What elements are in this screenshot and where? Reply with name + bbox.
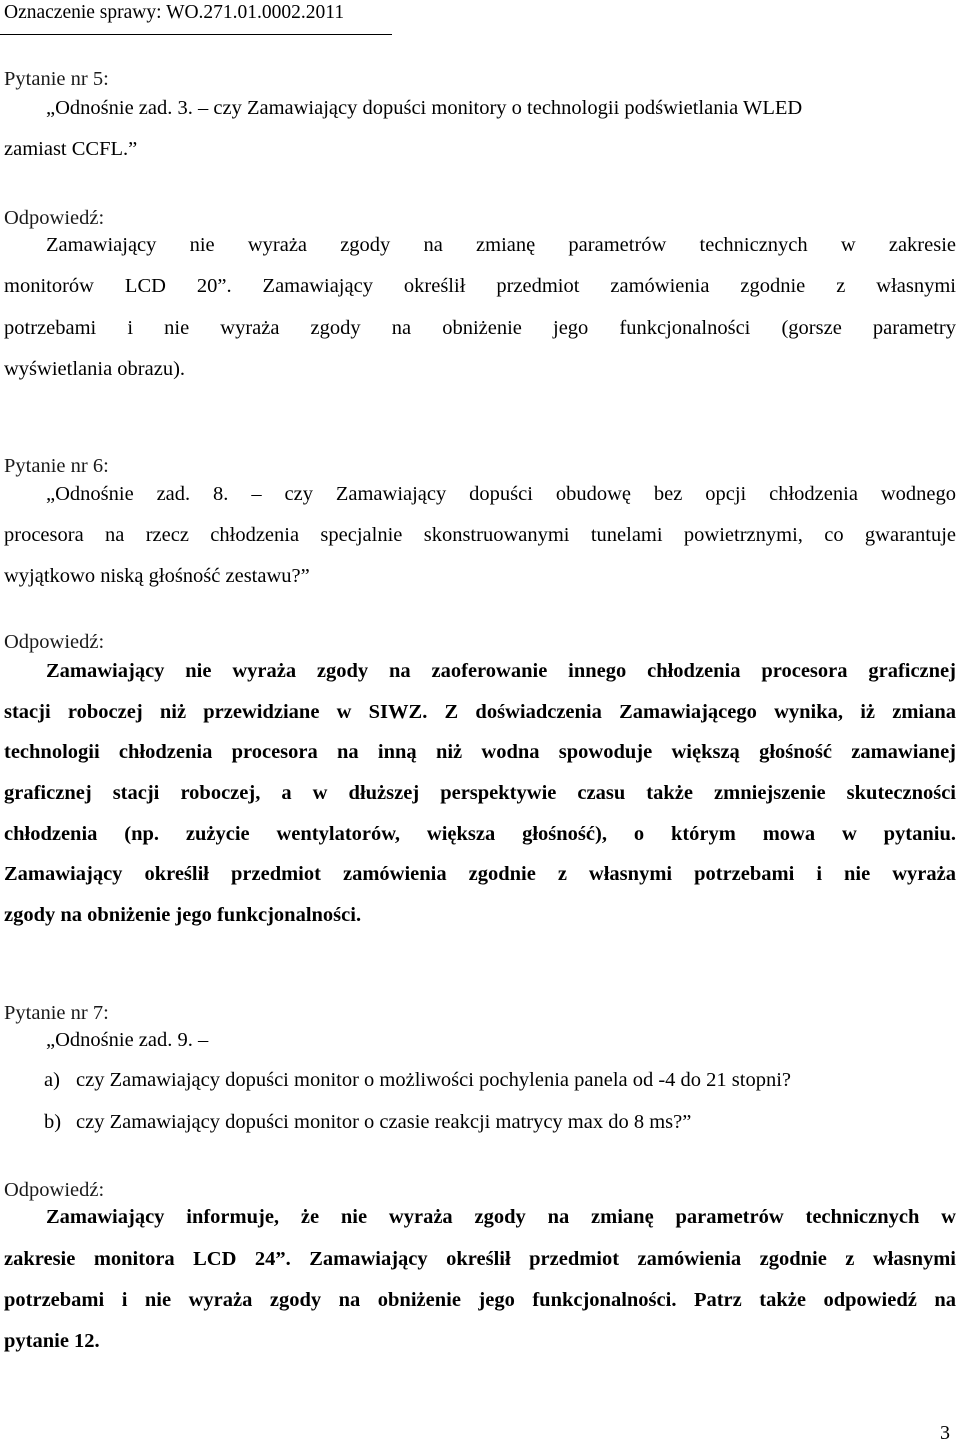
item-text: czy Zamawiający dopuści monitor o możliwości pochylenia panela od -4 do 21 stopni?	[76, 1069, 792, 1091]
answer-6-line-5: chłodzenia (np. zużycie wentylatorów, większa głośność), o którym mowa w pytaniu.	[4, 823, 956, 845]
answer-7-line-3: potrzebami i nie wyraża zgody na obniżenie jego funkcjonalności. Patrz także odpowiedź na	[4, 1289, 956, 1311]
answer-6-line-6: Zamawiający określił przedmiot zamówienia zgodnie z własnymi potrzebami i nie wyraża	[4, 863, 956, 885]
question-6-text-line-1: „Odnośnie zad. 8. – czy Zamawiający dopuści obudowę bez opcji chłodzenia wodnego	[46, 483, 956, 505]
answer-6-line-3: technologii chłodzenia procesora na inną niż wodna spowoduje większą głośność zamawianej	[4, 741, 956, 763]
answer-5-line-2: monitorów LCD 20”. Zamawiający określił przedmiot zamówienia zgodnie z własnymi	[4, 275, 956, 297]
question-7-label: Pytanie nr 7:	[4, 1002, 109, 1024]
header-underline	[0, 34, 392, 35]
page-number: 3	[940, 1422, 950, 1444]
question-6-label: Pytanie nr 6:	[4, 455, 109, 477]
question-7-item-b	[44, 1112, 691, 1133]
question-6-text-line-3: wyjątkowo niską głośność zestawu?”	[4, 565, 310, 587]
item-marker: b)	[44, 1111, 62, 1133]
answer-7-line-4: pytanie 12.	[4, 1330, 100, 1352]
question-7-item-a	[44, 1070, 791, 1091]
answer-5-line-1: Zamawiający nie wyraża zgody na zmianę parametrów technicznych w zakresie	[46, 234, 956, 256]
answer-6-line-2: stacji roboczej niż przewidziane w SIWZ. Z doświadczenia Zamawiającego wynika, iż zmiana	[4, 701, 956, 723]
answer-5-line-4: wyświetlania obrazu).	[4, 358, 186, 380]
answer-7-line-2: zakresie monitora LCD 24”. Zamawiający określił przedmiot zamówienia zgodnie z własnymi	[4, 1248, 956, 1270]
question-5-text-line-1: „Odnośnie zad. 3. – czy Zamawiający dopuści monitory o technologii podświetlania WLED	[46, 97, 803, 119]
item-marker: a)	[44, 1069, 60, 1091]
question-5-label: Pytanie nr 5:	[4, 68, 109, 90]
answer-6-line-1: Zamawiający nie wyraża zgody na zaoferowanie innego chłodzenia procesora graficznej	[46, 660, 956, 682]
case-reference: Oznaczenie sprawy: WO.271.01.0002.2011	[4, 2, 345, 23]
answer-5-label: Odpowiedź:	[4, 207, 105, 229]
question-6-text-line-2: procesora na rzecz chłodzenia specjalnie skonstruowanymi tunelami powietrznymi, co gwarantuje	[4, 524, 956, 546]
question-7-intro: „Odnośnie zad. 9. –	[46, 1029, 209, 1051]
answer-7-label: Odpowiedź:	[4, 1179, 105, 1201]
answer-5-line-3: potrzebami i nie wyraża zgody na obniżenie jego funkcjonalności (gorsze parametry	[4, 317, 956, 339]
item-text: czy Zamawiający dopuści monitor o czasie reakcji matrycy max do 8 ms?”	[76, 1111, 692, 1133]
answer-7-line-1: Zamawiający informuje, że nie wyraża zgody na zmianę parametrów technicznych w	[46, 1206, 956, 1228]
question-5-text-line-2: zamiast CCFL.”	[4, 138, 138, 160]
answer-6-line-4: graficznej stacji roboczej, a w dłuższej perspektywie czasu także zmniejszenie skuteczności	[4, 782, 956, 804]
answer-6-line-7: zgody na obniżenie jego funkcjonalności.	[4, 904, 362, 926]
answer-6-label: Odpowiedź:	[4, 631, 105, 653]
